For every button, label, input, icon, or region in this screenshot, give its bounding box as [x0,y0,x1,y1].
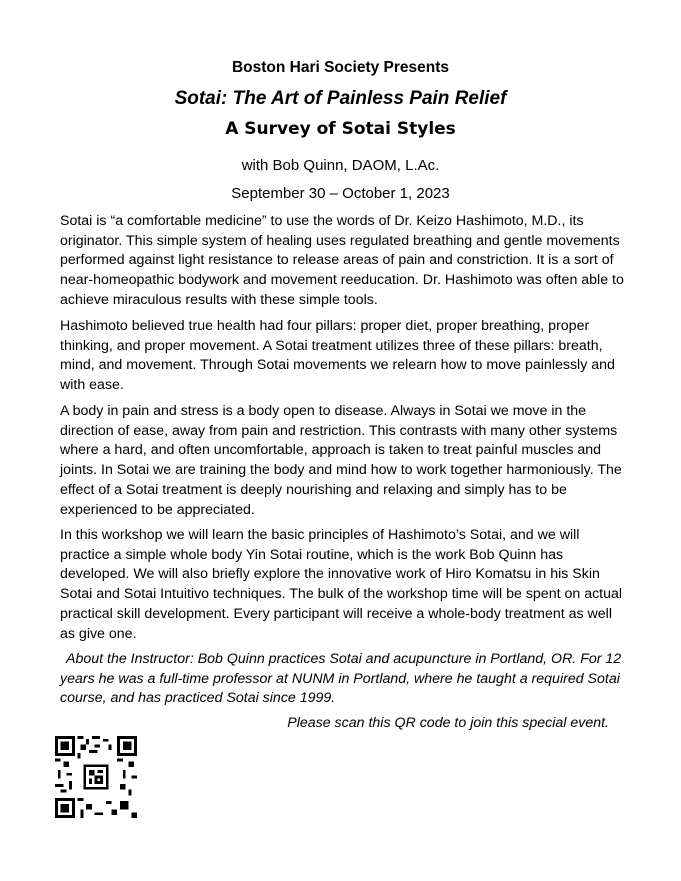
paragraph-ease: A body in pain and stress is a body open to disease. Always in Sotai we move in the direction of ease, away from pain and restriction. This contrasts with many other systems where a hard, and often uncomfortable, approach is taken to treat painful muscles and joints. In Sotai we are training the body and mind how to work together harmoniously. The effect of a Sotai treatment is deeply nourishing and relaxing and simply has to be experienced to be appreciated. [60,403,622,518]
about-instructor: About the Instructor: Bob Quinn practices Sotai and acupuncture in Portland, OR. For 12 years he was a full-time professor at NUNM in Portland, where he taught a required Sotai course, and has practiced Sotai since 1999. [60,651,622,707]
instructor-line: with Bob Quinn, DAOM, L.Ac. [241,157,440,174]
presenter-line: Boston Hari Society Presents [231,59,450,76]
paragraph-intro: Sotai is “a comfortable medicine” to use the words of Dr. Keizo Hashimoto, M.D., its originator. This simple system of healing uses regulated breathing and gentle movements performed against light resistance to release areas of pain and constriction. It is a sort of near-homeopathic bodywork and movement reeducation. Dr. Hashimoto was often able to achieve miraculous results with these simple tools. [60,213,624,308]
paragraph-workshop: In this workshop we will learn the basic principles of Hashimoto’s Sotai, and we will practice a simple whole body Yin Sotai routine, which is the work Bob Quinn has developed. We will also briefly explore the innovative work of Hiro Komatsu in his Skin Sotai and Sotai Intuitivo techniques. The bulk of the workshop time will be spent on actual practical skill development. Every participant will receive a whole-body treatment as well as give one. [60,527,623,642]
event-title: Sotai: The Art of Painless Pain Relief [174,88,507,109]
event-subtitle: A Survey of Sotai Styles [225,119,456,139]
event-dates: September 30 – October 1, 2023 [231,185,450,202]
qr-caption: Please scan this QR code to join this special event. [287,715,609,731]
paragraph-pillars: Hashimoto believed true health had four pillars: proper diet, proper breathing, proper thinking, and proper movement. A Sotai treatment utilizes three of these pillars: breath, mind, and movement. Through Sotai movements we relearn how to move painlessly and with ease. [60,318,615,394]
qr-code-icon[interactable] [55,736,137,818]
